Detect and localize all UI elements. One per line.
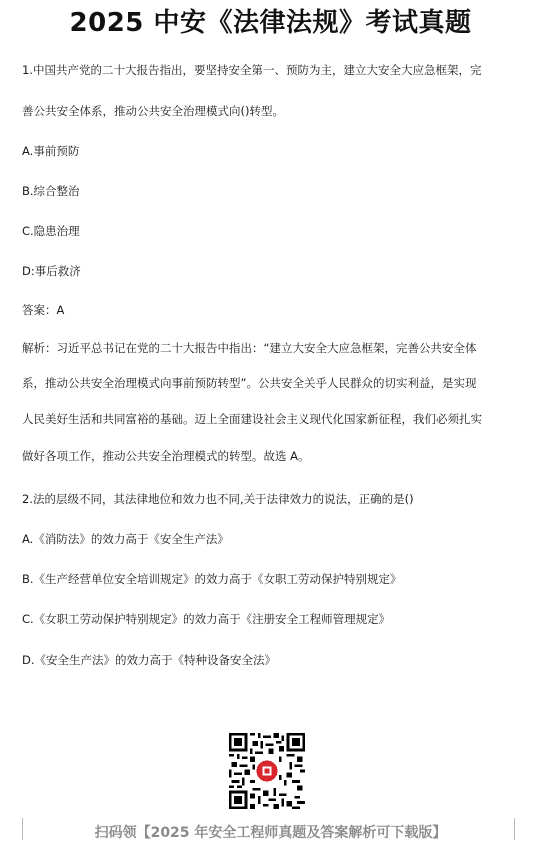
q2-option-d: D.《安全生产法》的效力高于《特种设备安全法》 — [22, 653, 277, 667]
q2-stem: 2.法的层级不同，其法律地位和效力也不同,关于法律效力的说法，正确的是() — [22, 492, 414, 506]
q1-analysis-line-1: 解析：习近平总书记在党的二十大报告中指出：“建立大安全大应急框架，完善公共安全体 — [22, 341, 477, 355]
q1-stem-line-1: 1.中国共产党的二十大报告指出，要坚持安全第一、预防为主，建立大安全大应急框架，完 — [22, 63, 482, 77]
q2-option-a: A.《消防法》的效力高于《安全生产法》 — [22, 532, 229, 546]
q1-option-a: A.事前预防 — [22, 144, 80, 158]
q1-option-d: D:事后救济 — [22, 264, 81, 278]
footer-promo-text: 扫码领【2025 年安全工程师真题及答案解析可下载版】 — [94, 825, 447, 841]
q2-option-b: B.《生产经营单位安全培训规定》的效力高于《女职工劳动保护特别规定》 — [22, 572, 402, 586]
q2-option-c: C.《女职工劳动保护特别规定》的效力高于《注册安全工程师管理规定》 — [22, 612, 391, 626]
q1-analysis-line-4: 做好各项工作，推动公共安全治理模式的转型。故选 A。 — [22, 449, 310, 463]
q1-option-c: C.隐患治理 — [22, 224, 80, 238]
q1-option-b: B.综合整治 — [22, 184, 80, 198]
q1-analysis-line-3: 人民美好生活和共同富裕的基础。迈上全面建设社会主义现代化国家新征程，我们必须扎实 — [22, 412, 482, 426]
q1-answer: 答案：A — [22, 303, 65, 317]
qr-code-icon[interactable] — [229, 733, 305, 809]
q1-stem-line-2: 善公共安全体系，推动公共安全治理模式向()转型。 — [22, 104, 284, 118]
q1-analysis-line-2: 系，推动公共安全治理模式向事前预防转型”。公共安全关乎人民群众的切实利益，是实现 — [22, 376, 477, 390]
page-title: 2025 中安《法律法规》考试真题 — [69, 8, 472, 38]
